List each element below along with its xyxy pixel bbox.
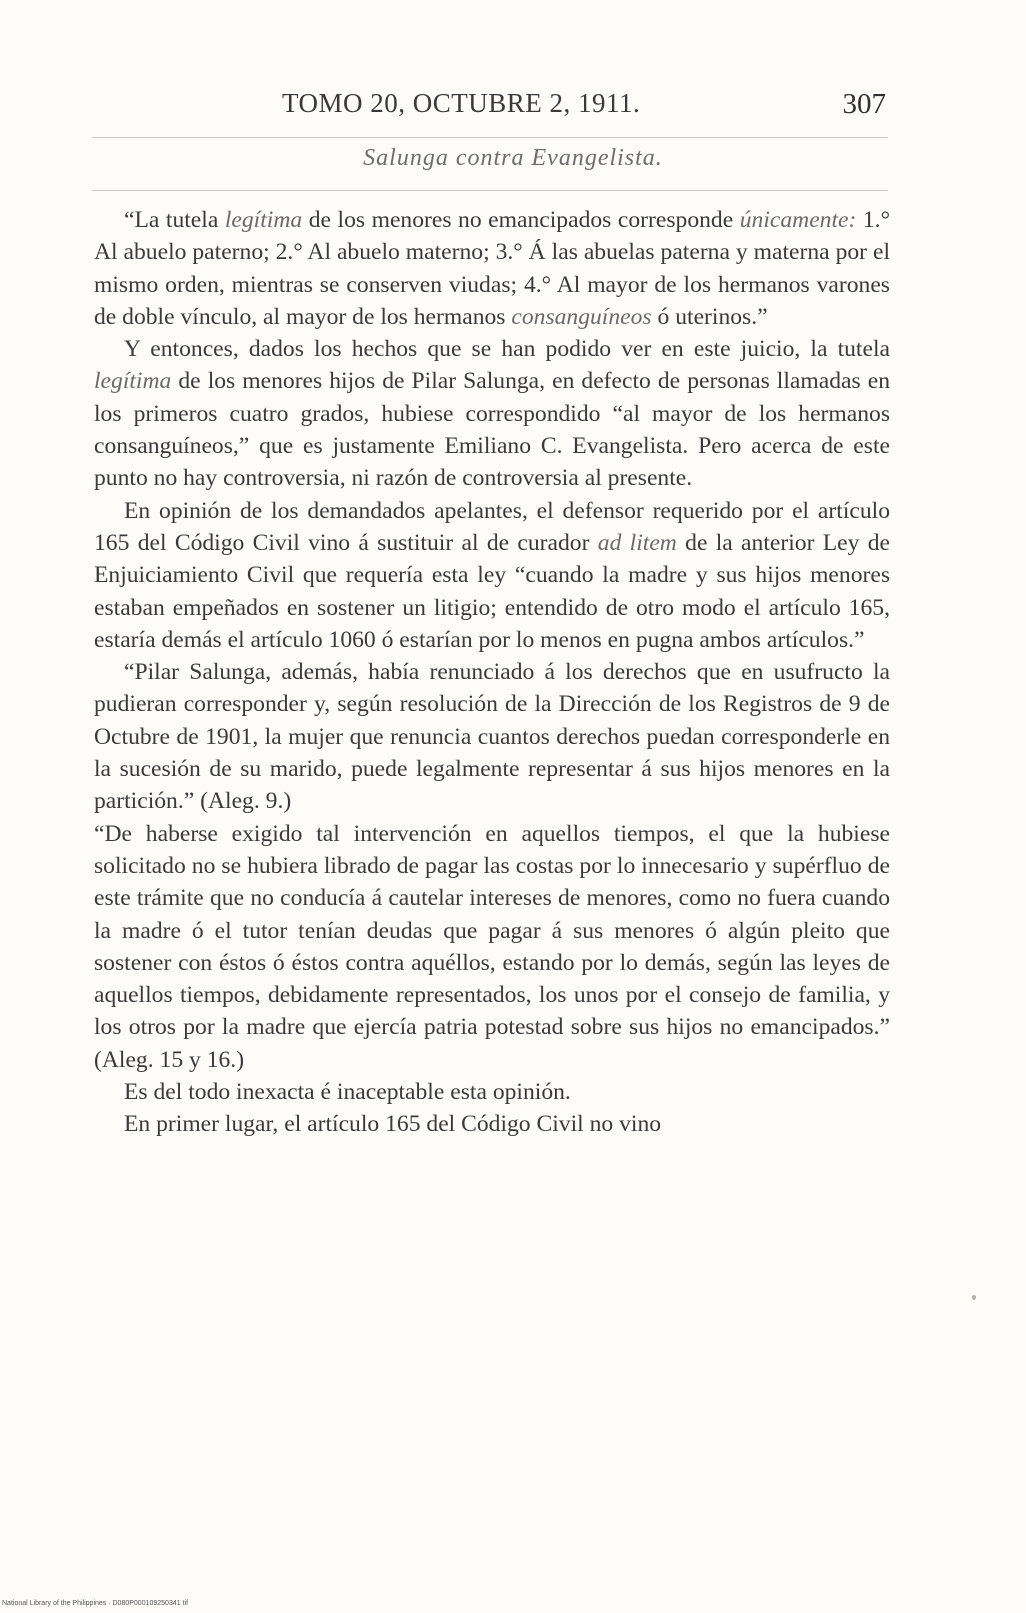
page-number: 307 — [842, 88, 886, 120]
paragraph-3: En opinión de los demandados apelantes, el defensor requerido por el artículo 165 del Código Civil vino á sustituir al de curador ad litem de la anterior Ley de Enjuiciamiento Civil que requería esta ley “cuando la madre y sus hijos menores estaban empeñados en sostener un litigio; entendido de otro modo el artículo 165, estaría demás el artículo 1060 ó estarían por lo menos en pugna ambos artículos.” — [94, 497, 890, 653]
running-head-title: TOMO 20, OCTUBRE 2, 1911. — [282, 88, 641, 118]
footer-credit: National Library of the Philippines · D080P000109250341 tif — [2, 1600, 189, 1607]
body-text — [94, 204, 890, 1141]
case-title: Salunga contra Evangelista. — [363, 145, 663, 171]
paper-speck — [972, 1295, 976, 1300]
paragraph-7: En primer lugar, el artículo 165 del Código Civil no vino — [124, 1111, 662, 1138]
paragraph-5: “De haberse exigido tal intervención en aquellos tiempos, el que la hubiese solicitado no se hubiera librado de pagar las costas por lo innecesario y supérfluo de este trámite que no conducía á cautelar intereses de menores, como no fuera cuando la madre ó el tutor tenían deudas que pagar á sus menores ó algún pleito que sostener con éstos ó éstos contra aquéllos, estando por lo demás, según las leyes de aquellos tiempos, debidamente representados, los unos por el consejo de familia, y los otros por la madre que ejercía patria potestad sobre sus hijos no emancipados.” (Aleg. 15 y 16.) — [94, 820, 890, 1073]
paragraph-1: “La tutela legítima de los menores no emancipados corresponde únicamente: 1.° Al abuelo paterno; 2.° Al abuelo materno; 3.° Á las abuelas paterna y materna por el mismo orden, mientras se conserven viudas; 4.° Al mayor de los hermanos varones de doble vínculo, al mayor de los hermanos consanguíneos ó uterinos.” — [94, 207, 891, 330]
running-head — [92, 88, 892, 128]
paragraph-6: Es del todo inexacta é inaceptable esta opinión. — [124, 1079, 571, 1106]
paragraph-2: Y entonces, dados los hechos que se han podido ver en este juicio, la tutela legítima de los menores hijos de Pilar Salunga, en defecto de personas llamadas en los primeros cuatro grados, hubiese correspondido “al mayor de los hermanos consanguíneos,” que es justamente Emiliano C. Evangelista. Pero acerca de este punto no hay controversia, ni razón de controversia al presente. — [94, 336, 890, 492]
header-rule-bottom — [92, 190, 888, 191]
paragraph-4: “Pilar Salunga, además, había renunciado á los derechos que en usufructo la pudieran corresponder y, según resolución de la Dirección de los Registros de 9 de Octubre de 1901, la mujer que renuncia cuantos derechos puedan corresponderle en la sucesión de su marido, puede legalmente representar á sus hijos menores en la partición.” (Aleg. 9.) — [94, 659, 890, 815]
header-rule-top — [92, 137, 888, 138]
